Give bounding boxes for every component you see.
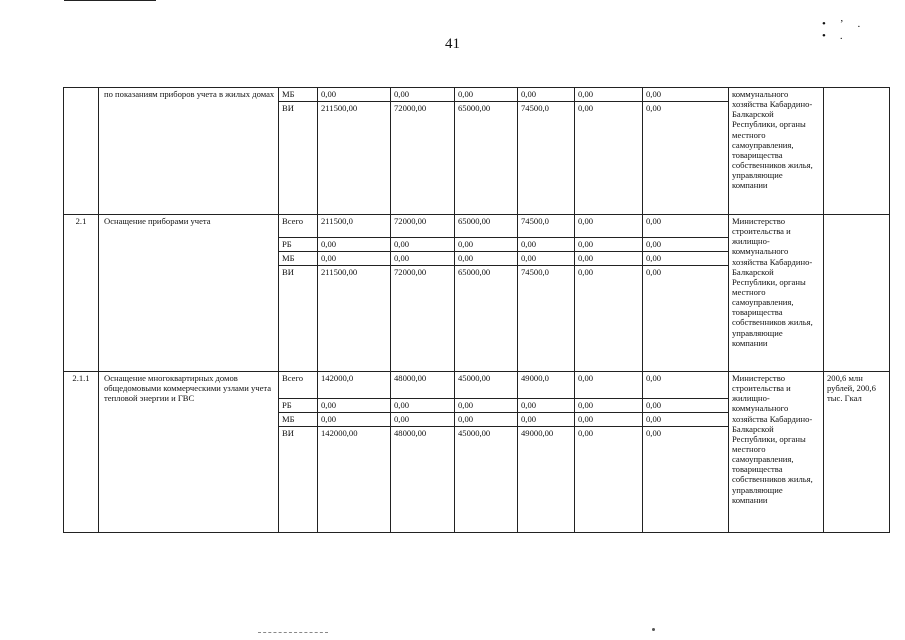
funding-source: МБ — [279, 88, 318, 102]
expected-result — [824, 88, 890, 215]
executor: Министерство строительства и жилищно-коммунального хозяйства Кабардино-Балкарской Республики, органы местного самоуправления, товарищества собственников жилья, управляющие компании — [729, 215, 824, 372]
amount-cell: 0,00 — [643, 252, 729, 266]
amount-cell: 142000,00 — [318, 427, 391, 533]
amount-cell: 65000,00 — [455, 266, 518, 372]
amount-cell: 0,00 — [518, 399, 575, 413]
funding-source: ВИ — [279, 266, 318, 372]
amount-cell: 211500,00 — [318, 266, 391, 372]
amount-cell: 0,00 — [318, 238, 391, 252]
amount-cell: 0,00 — [518, 413, 575, 427]
table-row — [64, 88, 890, 102]
amount-cell: 0,00 — [518, 238, 575, 252]
amount-cell: 0,00 — [575, 215, 643, 238]
row-number: 2.1.1 — [64, 372, 99, 533]
amount-cell: 0,00 — [575, 372, 643, 399]
amount-cell: 0,00 — [643, 102, 729, 215]
amount-cell: 0,00 — [455, 88, 518, 102]
amount-cell: 0,00 — [643, 238, 729, 252]
amount-cell: 49000,00 — [518, 427, 575, 533]
amount-cell: 0,00 — [575, 252, 643, 266]
amount-cell: 0,00 — [391, 238, 455, 252]
amount-cell: 0,00 — [575, 102, 643, 215]
amount-cell: 0,00 — [391, 413, 455, 427]
expected-result: 200,6 млн рублей, 200,6 тыс. Гкал — [824, 372, 890, 533]
amount-cell: 0,00 — [455, 238, 518, 252]
measure-name: Оснащение многоквартирных домов общедомовыми коммерческими узлами учета тепловой энергии и ГВС — [99, 372, 279, 533]
funding-source: РБ — [279, 238, 318, 252]
scan-smudge — [258, 632, 328, 635]
amount-cell: 0,00 — [575, 266, 643, 372]
amount-cell: 74500,0 — [518, 102, 575, 215]
measure-name: Оснащение приборами учета — [99, 215, 279, 372]
funding-source: ВИ — [279, 102, 318, 215]
amount-cell: 0,00 — [643, 399, 729, 413]
funding-source: ВИ — [279, 427, 318, 533]
expected-result — [824, 215, 890, 372]
table-row — [64, 372, 890, 399]
amount-cell: 142000,0 — [318, 372, 391, 399]
program-table — [63, 87, 890, 533]
amount-cell: 0,00 — [518, 252, 575, 266]
amount-cell: 0,00 — [391, 88, 455, 102]
amount-cell: 0,00 — [318, 88, 391, 102]
scan-dot — [652, 628, 655, 631]
amount-cell: 0,00 — [575, 413, 643, 427]
table-row — [64, 215, 890, 238]
amount-cell: 74500,0 — [518, 215, 575, 238]
amount-cell: 45000,00 — [455, 427, 518, 533]
amount-cell: 0,00 — [643, 413, 729, 427]
funding-source: МБ — [279, 252, 318, 266]
amount-cell: 0,00 — [643, 427, 729, 533]
funding-source: Всего — [279, 215, 318, 238]
amount-cell: 0,00 — [518, 88, 575, 102]
amount-cell: 0,00 — [455, 413, 518, 427]
amount-cell: 0,00 — [318, 399, 391, 413]
amount-cell: 49000,0 — [518, 372, 575, 399]
amount-cell: 72000,00 — [391, 102, 455, 215]
amount-cell: 72000,00 — [391, 266, 455, 372]
amount-cell: 65000,00 — [455, 215, 518, 238]
amount-cell: 211500,00 — [318, 102, 391, 215]
funding-source: Всего — [279, 372, 318, 399]
amount-cell: 0,00 — [318, 413, 391, 427]
executor: Министерство строительства и жилищно-коммунального хозяйства Кабардино-Балкарской Республики, органы местного самоуправления, товарищества собственников жилья, управляющие компании — [729, 372, 824, 533]
amount-cell: 0,00 — [575, 427, 643, 533]
amount-cell: 0,00 — [643, 215, 729, 238]
amount-cell: 0,00 — [318, 252, 391, 266]
corner-marks: •ʼ. •. — [822, 18, 875, 42]
amount-cell: 211500,0 — [318, 215, 391, 238]
amount-cell: 72000,00 — [391, 215, 455, 238]
amount-cell: 65000,00 — [455, 102, 518, 215]
amount-cell: 0,00 — [455, 252, 518, 266]
amount-cell: 0,00 — [643, 88, 729, 102]
amount-cell: 0,00 — [575, 238, 643, 252]
funding-source: РБ — [279, 399, 318, 413]
page-number: 41 — [445, 36, 460, 52]
table-body — [64, 88, 890, 533]
amount-cell: 0,00 — [455, 399, 518, 413]
funding-source: МБ — [279, 413, 318, 427]
executor: коммунального хозяйства Кабардино-Балкарской Республики, органы местного самоуправления, товарищества собственников жилья, управляющие компании — [729, 88, 824, 215]
row-number: 2.1 — [64, 215, 99, 372]
amount-cell: 48000,00 — [391, 372, 455, 399]
amount-cell: 0,00 — [575, 399, 643, 413]
amount-cell: 0,00 — [643, 372, 729, 399]
amount-cell: 74500,0 — [518, 266, 575, 372]
amount-cell: 48000,00 — [391, 427, 455, 533]
row-number — [64, 88, 99, 215]
amount-cell: 0,00 — [643, 266, 729, 372]
measure-name: по показаниям приборов учета в жилых домах — [99, 88, 279, 215]
amount-cell: 0,00 — [391, 399, 455, 413]
amount-cell: 0,00 — [575, 88, 643, 102]
amount-cell: 0,00 — [391, 252, 455, 266]
amount-cell: 45000,00 — [455, 372, 518, 399]
top-rule — [64, 0, 156, 1]
